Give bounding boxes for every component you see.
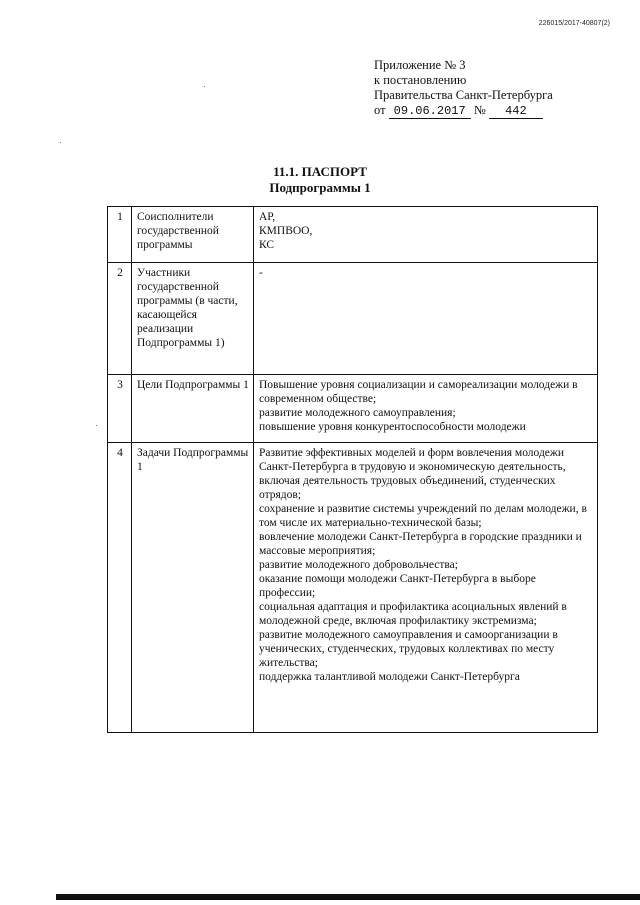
row-label: Задачи Подпрограммы 1 [132,443,254,733]
scan-speck [60,142,61,143]
appendix-line-2: к постановлению [374,73,467,87]
resolution-date: 09.06.2017 [389,105,471,119]
content-line: повышение уровня конкурентоспособности молодежи [259,421,526,433]
page-title [0,164,640,196]
appendix-line-1: Приложение № 3 [374,58,466,72]
row-number: 1 [108,207,132,263]
content-line: развитие молодежного самоуправления и самоорганизации в ученических, студенческих, трудовых коллективах по месту жительства; [259,629,558,669]
title-line-1: 11.1. ПАСПОРТ [273,164,367,179]
row-label: Соисполнители государственной программы [132,207,254,263]
content-line: КС [259,239,275,251]
appendix-block [374,58,553,119]
row-label: Цели Подпрограммы 1 [132,375,254,443]
row-number: 2 [108,263,132,375]
document-id: 226015/2017-40807(2) [538,20,610,27]
row-number: 4 [108,443,132,733]
content-line: развитие молодежного самоуправления; [259,407,456,419]
content-line: поддержка талантливой молодежи Санкт-Петербурга [259,671,520,683]
row-content [254,207,598,263]
appendix-line-3: Правительства Санкт-Петербурга [374,88,553,102]
table-row [108,263,598,375]
row-number: 3 [108,375,132,443]
content-line: АР, [259,211,276,223]
table-row [108,207,598,263]
resolution-number: 442 [489,105,543,119]
content-line: социальная адаптация и профилактика асоциальных явлений в молодежной среде, включая профилактику экстремизма; [259,601,567,627]
content-line: сохранение и развитие системы учреждений по делам молодежи, в том числе их материально-технической базы; [259,503,587,529]
row-content [254,263,598,375]
title-line-2: Подпрограммы 1 [269,180,371,195]
number-label: № [473,103,486,117]
content-line: оказание помощи молодежи Санкт-Петербурга в выборе профессии; [259,573,536,599]
appendix-date-line [374,103,553,119]
content-line: - [259,267,263,279]
content-line: вовлечение молодежи Санкт-Петербурга в городские праздники и массовые мероприятия; [259,531,582,557]
scan-edge-bar [56,894,640,900]
row-content [254,443,598,733]
row-label: Участники государственной программы (в части, касающейся реализации Подпрограммы 1) [132,263,254,375]
scan-speck [96,425,97,426]
passport-table [107,206,598,733]
row-content [254,375,598,443]
scan-speck [204,86,205,87]
content-line: развитие молодежного добровольчества; [259,559,458,571]
table-row [108,443,598,733]
content-line: Развитие эффективных моделей и форм вовлечения молодежи Санкт-Петербурга в трудовую и экономическую деятельность, включая деятельность трудовых объединений, студенческих отрядов; [259,447,566,501]
table-row [108,375,598,443]
content-line: КМПВОО, [259,225,313,237]
content-line: Повышение уровня социализации и самореализации молодежи в современном обществе; [259,379,578,405]
from-label: от [374,103,386,117]
